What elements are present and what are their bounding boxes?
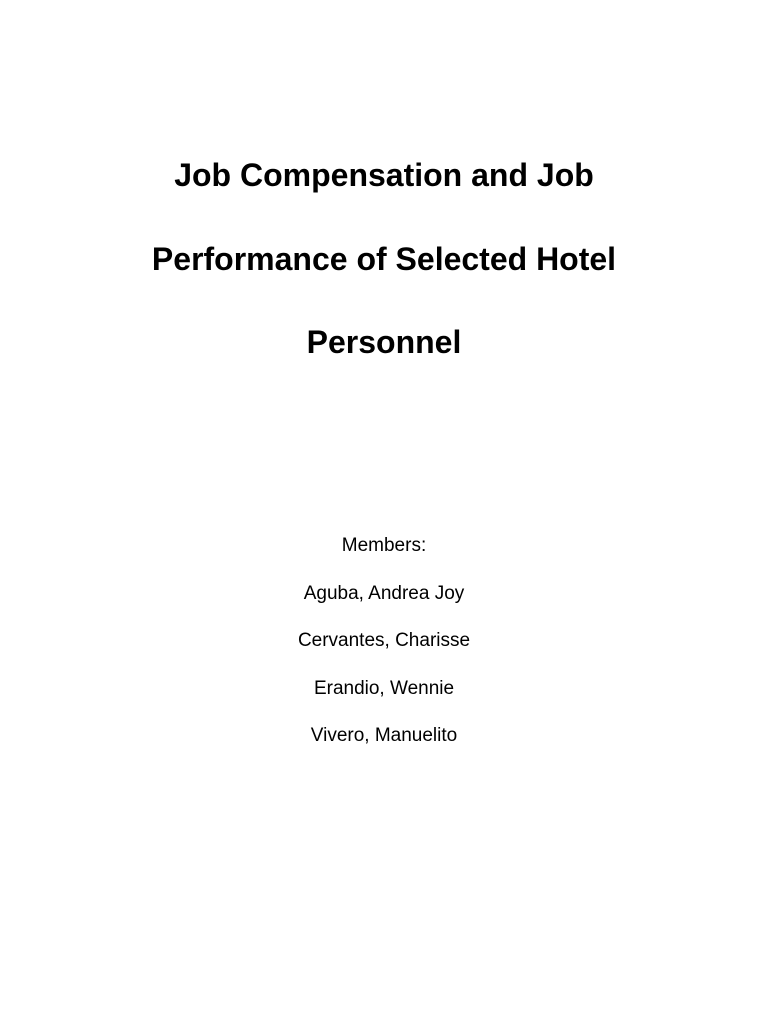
title-line-3: Personnel xyxy=(306,324,462,360)
member-name: Vivero, Manuelito xyxy=(310,725,458,746)
member-name: Erandio, Wennie xyxy=(313,678,455,699)
member-name: Aguba, Andrea Joy xyxy=(303,583,465,604)
member-name: Cervantes, Charisse xyxy=(297,630,471,651)
members-heading: Members: xyxy=(341,535,427,556)
title-line-2: Performance of Selected Hotel xyxy=(151,241,617,277)
title-line-1: Job Compensation and Job xyxy=(174,157,594,193)
